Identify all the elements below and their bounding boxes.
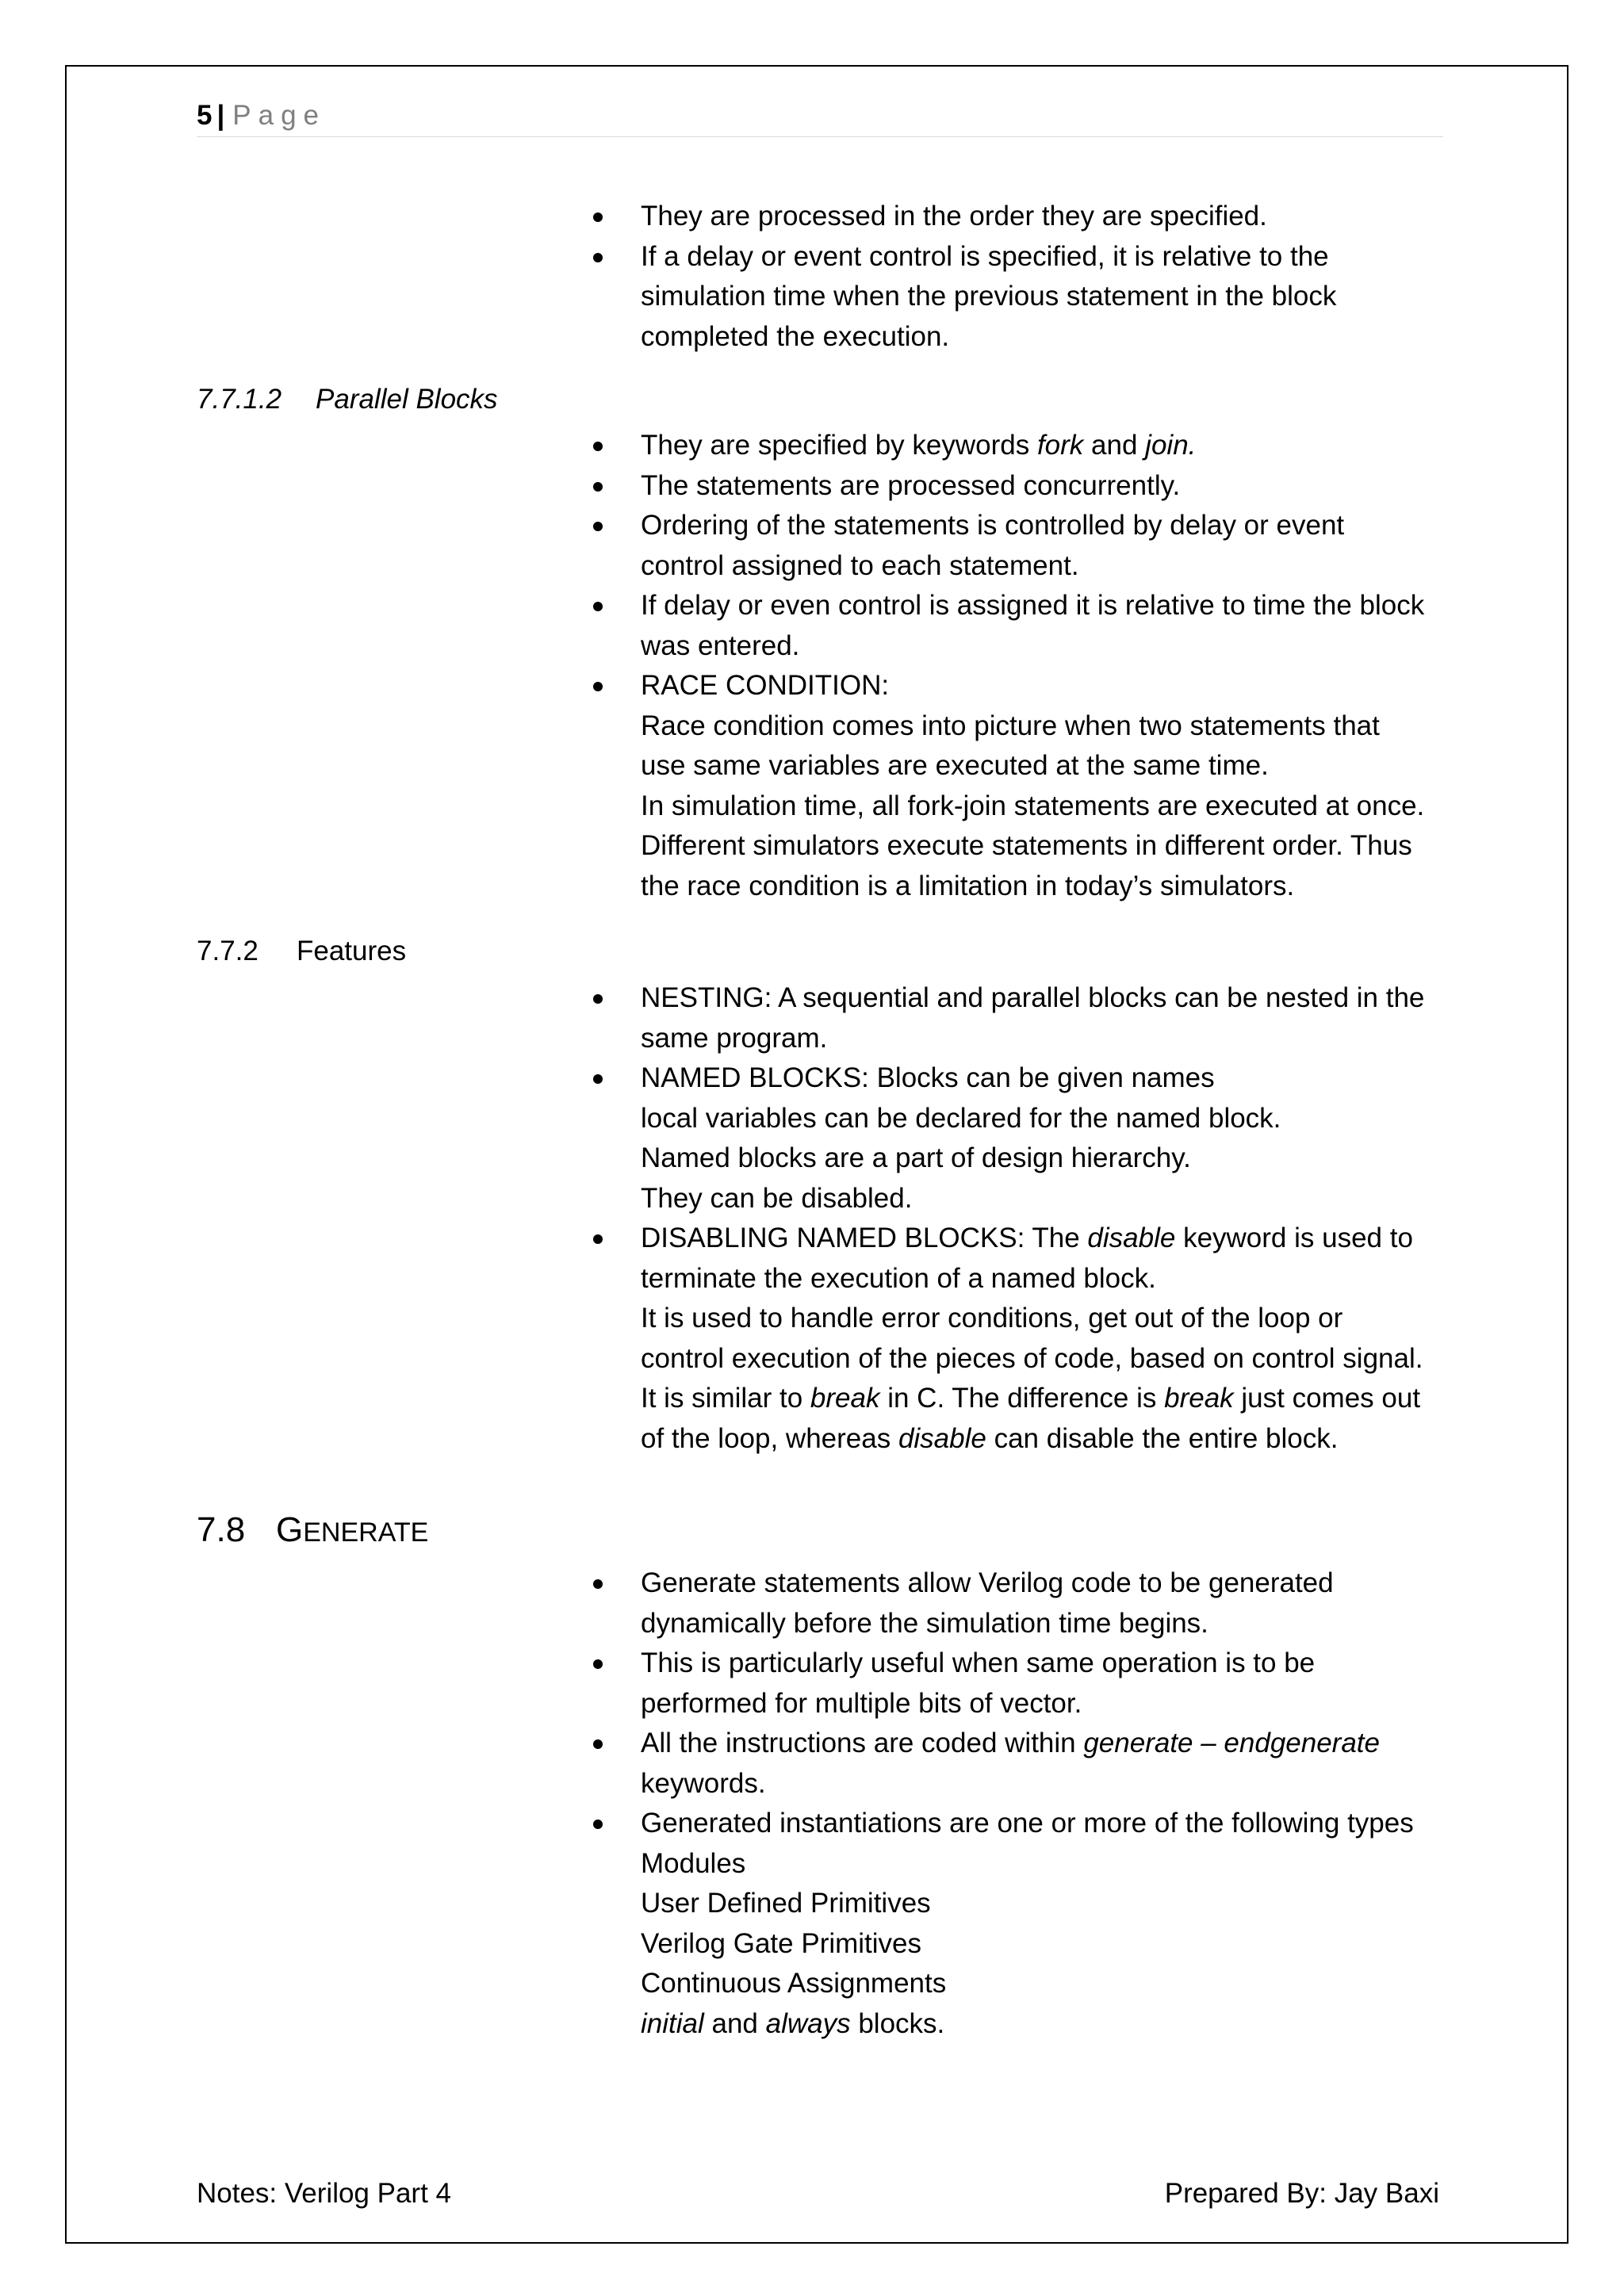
heading-number: 7.8 — [197, 1510, 246, 1549]
list-item: They are processed in the order they are specified. — [641, 197, 1450, 237]
parallel-blocks-list — [641, 426, 1450, 906]
keyword-fork: fork — [1036, 430, 1084, 461]
keyword-break: break — [810, 1383, 880, 1414]
heading-parallel-blocks — [197, 384, 498, 415]
list-item: They are specified by keywords fork and join. — [641, 426, 1450, 466]
keyword-always: always — [765, 2007, 851, 2039]
list-item: This is particularly useful when same operation is to be performed for multiple bits of vector. — [641, 1644, 1450, 1724]
list-item: DISABLING NAMED BLOCKS: The disable keyword is used to terminate the execution of a named block. It is used to handle error conditions, get out of the loop or control execution of the pieces of code, based on control signal. It is similar to break in C. The difference is break just comes out of the loop, whereas disable can disable the entire block. — [641, 1219, 1450, 1459]
heading-number: 7.7.1.2 — [197, 384, 282, 415]
heading-generate — [197, 1510, 428, 1550]
list-item: All the instructions are coded within generate – endgenerate keywords. — [641, 1724, 1450, 1804]
list-item: The statements are processed concurrently. — [641, 466, 1450, 507]
generate-list — [641, 1563, 1450, 2044]
list-item: RACE CONDITION: Race condition comes into picture when two statements that use same variables are executed at the same time. In simulation time, all fork-join statements are executed at once. Different simulators execute statements in different order. Thus the race condition is a limitation in today’s simulators. — [641, 666, 1450, 906]
page-header — [197, 95, 1443, 137]
page-word: Page — [232, 100, 327, 131]
keyword-join: join. — [1145, 430, 1197, 461]
list-item: Generate statements allow Verilog code to be generated dynamically before the simulation time begins. — [641, 1563, 1450, 1644]
keyword-break: break — [1164, 1383, 1234, 1414]
heading-title: Parallel Blocks — [316, 384, 498, 415]
list-item: If delay or even control is assigned it is relative to time the block was entered. — [641, 586, 1450, 666]
page-number: 5 — [197, 100, 213, 131]
list-item: NESTING: A sequential and parallel blocks can be nested in the same program. — [641, 978, 1450, 1058]
heading-number: 7.7.2 — [197, 936, 259, 966]
keyword-generate: generate – endgenerate — [1083, 1728, 1380, 1758]
heading-title: Features — [297, 936, 407, 966]
list-item: NAMED BLOCKS: Blocks can be given names local variables can be declared for the named block. Named blocks are a part of design hierarchy. They can be disabled. — [641, 1058, 1450, 1219]
footer-notes: Notes: Verilog Part 4 — [197, 2178, 451, 2209]
heading-title: GENERATE — [276, 1510, 429, 1549]
keyword-disable: disable — [898, 1422, 986, 1454]
heading-features — [197, 936, 406, 967]
header-separator: | — [216, 100, 225, 131]
keyword-disable: disable — [1087, 1223, 1176, 1253]
keyword-initial: initial — [641, 2007, 704, 2039]
features-list — [641, 978, 1450, 1459]
sequential-blocks-list — [641, 197, 1450, 357]
footer-author: Prepared By: Jay Baxi — [1164, 2178, 1439, 2209]
list-item: Ordering of the statements is controlled by delay or event control assigned to each statement. — [641, 506, 1450, 586]
list-item: Generated instantiations are one or more of the following types Modules User Defined Primitives Verilog Gate Primitives Continuous Assignments initial and always blocks. — [641, 1804, 1450, 2044]
list-item: If a delay or event control is specified, it is relative to the simulation time when the previous statement in the block completed the execution. — [641, 237, 1450, 358]
